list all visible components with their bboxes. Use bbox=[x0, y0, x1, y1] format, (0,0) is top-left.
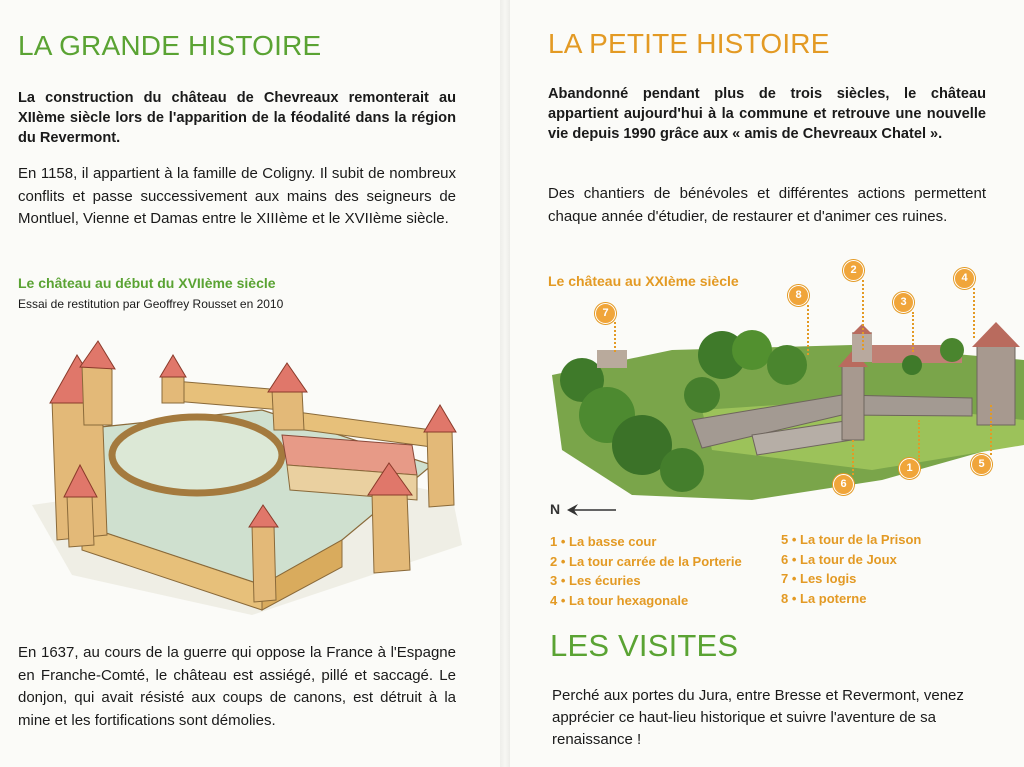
marker-1: 1 bbox=[899, 458, 920, 479]
marker-7: 7 bbox=[595, 303, 616, 324]
marker-line-5 bbox=[990, 405, 992, 455]
marker-line-2 bbox=[862, 280, 864, 350]
marker-5: 5 bbox=[971, 454, 992, 475]
marker-4: 4 bbox=[954, 268, 975, 289]
legend-left bbox=[550, 534, 742, 612]
marker-line-8 bbox=[807, 305, 809, 355]
legend-item: 2 • La tour carrée de la Porterie bbox=[550, 553, 742, 569]
right-para-1: Des chantiers de bénévoles et différentes actions permettent chaque année d'étudier, de restaurer et d'animer ces ruines. bbox=[548, 185, 986, 225]
right-figure-title: Le château au XXIème siècle bbox=[548, 273, 739, 289]
right-lead: Abandonné pendant plus de trois siècles, le château appartient aujourd'hui à la commune et retrouve une nouvelle vie depuis 1990 grâce aux « amis de Chevreaux Chatel ». bbox=[548, 86, 986, 142]
legend-item: 4 • La tour hexagonale bbox=[550, 592, 689, 608]
marker-2: 2 bbox=[843, 260, 864, 281]
page-fold bbox=[500, 0, 510, 767]
legend-item: 3 • Les écuries bbox=[550, 573, 641, 588]
marker-line-4 bbox=[973, 288, 975, 338]
legend-item: 8 • La poterne bbox=[781, 590, 867, 606]
left-para-2: En 1637, au cours de la guerre qui oppose la France à l'Espagne en Franche-Comté, le château est assiégé, pillé et saccagé. Le donjon, qui avait résisté aux coups de canons, est détruit à la mine et les fortifications sont démolies. bbox=[18, 644, 456, 729]
right-title: LA PETITE HISTOIRE bbox=[548, 28, 830, 59]
left-figure-credit: Essai de restitution par Geoffrey Rousset en 2010 bbox=[18, 297, 284, 311]
left-figure-title: Le château au début du XVIIème siècle bbox=[18, 275, 276, 291]
left-title: LA GRANDE HISTOIRE bbox=[18, 30, 322, 61]
marker-line-3 bbox=[912, 312, 914, 352]
marker-3: 3 bbox=[893, 292, 914, 313]
visits-title: LES VISITES bbox=[550, 628, 739, 663]
left-para-1: En 1158, il appartient à la famille de Coligny. Il subit de nombreux conflits et passe successivement aux mains des seigneurs de Montluel, Vienne et Damas entre le XIIIème et le XVIIème siècle. bbox=[18, 165, 456, 227]
left-lead: La construction du château de Chevreaux remonterait au XIIème siècle lors de l'apparition de la féodalité dans la région du Revermont. bbox=[18, 90, 456, 146]
marker-6: 6 bbox=[833, 474, 854, 495]
marker-8: 8 bbox=[788, 285, 809, 306]
legend-right bbox=[781, 532, 921, 610]
north-arrow-icon bbox=[566, 503, 618, 517]
legend-item: 5 • La tour de la Prison bbox=[781, 532, 922, 547]
castle-drawing bbox=[12, 335, 472, 620]
right-page bbox=[510, 0, 1024, 767]
left-page bbox=[0, 0, 500, 767]
legend-item: 7 • Les logis bbox=[781, 571, 857, 586]
visits-text: Perché aux portes du Jura, entre Bresse et Revermont, venez apprécier ce haut-lieu historique et suivre l'aventure de sa renaissance ! bbox=[552, 687, 964, 748]
marker-line-6 bbox=[852, 440, 854, 475]
north-label: N bbox=[550, 501, 561, 517]
legend-item: 1 • La basse cour bbox=[550, 534, 657, 549]
legend-item: 6 • La tour de Joux bbox=[781, 551, 897, 567]
marker-line-1 bbox=[918, 420, 920, 460]
marker-line-7 bbox=[614, 322, 616, 352]
castle-aerial-photo bbox=[552, 320, 1024, 505]
